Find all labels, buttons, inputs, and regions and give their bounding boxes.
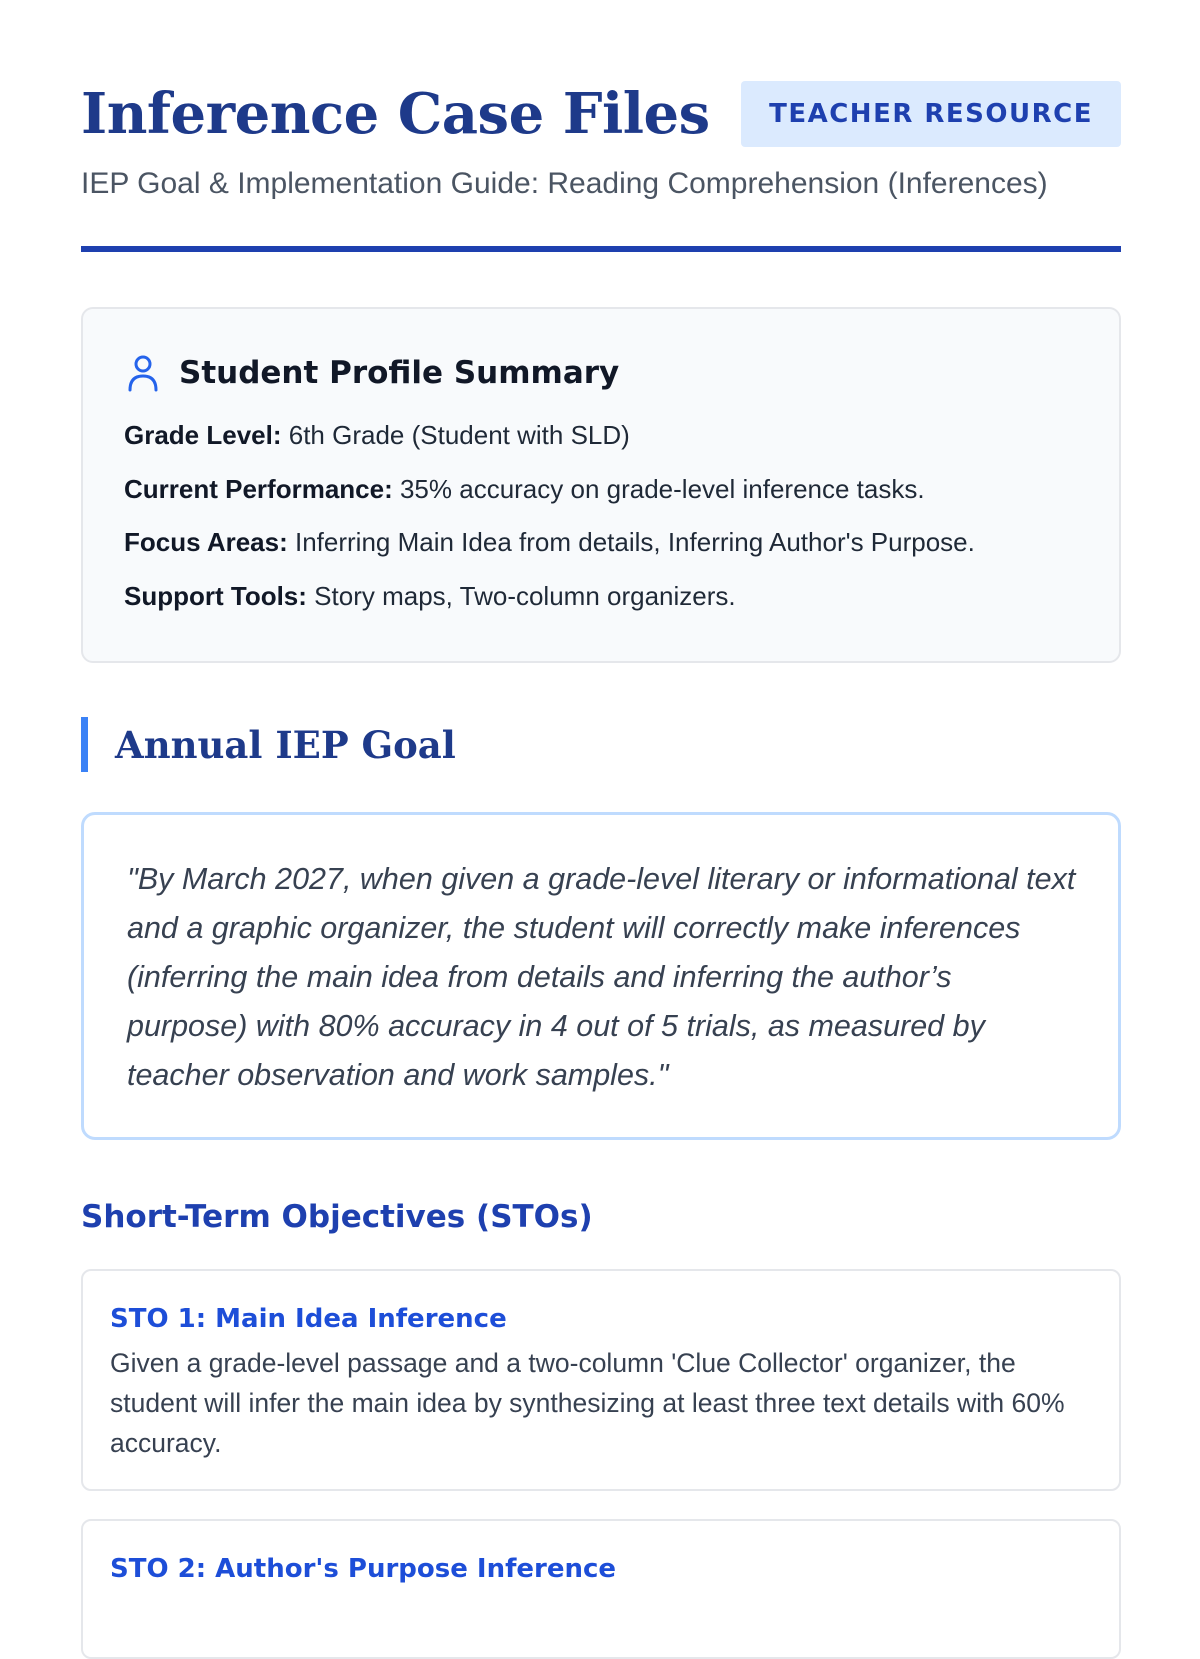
profile-row-label: Support Tools: (124, 580, 307, 611)
profile-row-value: Story maps, Two-column organizers. (314, 580, 736, 611)
user-icon (125, 353, 161, 393)
page-title: Inference Case Files (81, 81, 710, 147)
profile-row-value: Inferring Main Idea from details, Inferring Author's Purpose. (295, 527, 975, 557)
annual-goal-box (81, 812, 1121, 1140)
sto-card-authors-purpose (81, 1519, 1121, 1659)
profile-row-value: 35% accuracy on grade-level inference tasks. (399, 473, 925, 504)
profile-row-current-performance (124, 471, 1084, 525)
annual-goal-text: "By March 2027, when given a grade-level literary or informational text and a graphic organizer, the student will correctly make inferences (inferring the main idea from details and inferring the author’s purpose) with 80% accuracy in 4 out of 5 trials, as measured by teacher observation and work samples." (127, 862, 1076, 1092)
student-profile-title: Student Profile Summary (179, 355, 620, 391)
sto-title: STO 1: Main Idea Inference (110, 1304, 507, 1334)
sto-description: Given a grade-level passage and a two-column 'Clue Collector' organizer, the student will infer the main idea by synthesizing at least three text details with 60% accuracy. (110, 1348, 1065, 1458)
sto-card-main-idea (81, 1269, 1121, 1491)
profile-row-grade-level (124, 417, 1084, 471)
page-subtitle: IEP Goal & Implementation Guide: Reading Comprehension (Inferences) (81, 167, 1048, 200)
profile-row-value: 6th Grade (Student with SLD) (288, 420, 630, 450)
profile-row-support-tools (124, 578, 1084, 632)
header-divider (81, 246, 1121, 252)
document-header (81, 0, 1121, 252)
student-profile-card (81, 307, 1121, 663)
annual-goal-heading (81, 717, 456, 772)
profile-row-label: Grade Level: (124, 420, 282, 450)
profile-row-label: Current Performance: (124, 473, 393, 504)
student-profile-details (124, 417, 1084, 631)
profile-row-focus-areas (124, 524, 1084, 578)
annual-goal-heading-text: Annual IEP Goal (115, 722, 456, 767)
sto-section-heading: Short-Term Objectives (STOs) (81, 1199, 593, 1235)
profile-row-label: Focus Areas: (124, 527, 288, 557)
teacher-resource-badge: TEACHER RESOURCE (741, 81, 1121, 147)
document-page (81, 0, 1121, 1584)
sto-title: STO 2: Author's Purpose Inference (110, 1554, 617, 1584)
student-profile-header (125, 353, 619, 393)
